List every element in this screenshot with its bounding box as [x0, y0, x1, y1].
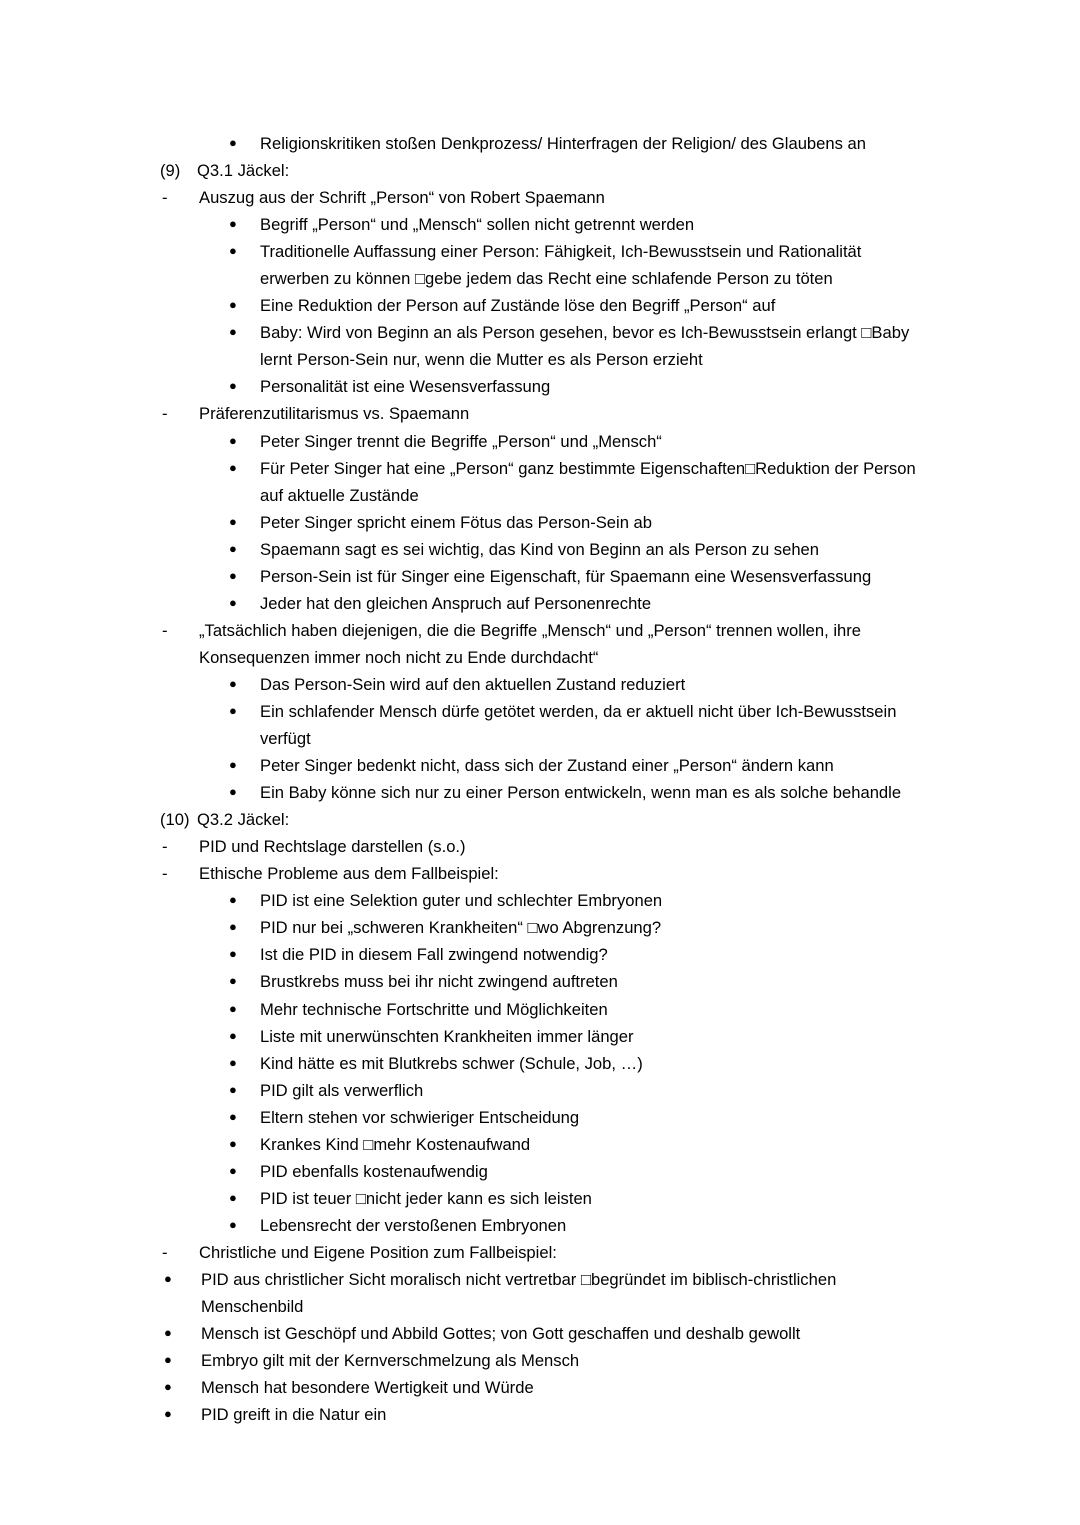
- outline-bullet-item: [229, 590, 925, 617]
- bullet-icon: ●: [229, 378, 237, 394]
- bullet-icon: ●: [229, 702, 237, 718]
- outline-bullet-item: [229, 373, 925, 400]
- bullet-icon: ●: [229, 432, 237, 448]
- bullet-icon: ●: [164, 1352, 172, 1368]
- outline-dash-item: [160, 184, 925, 211]
- outline-item-text: PID aus christlicher Sicht moralisch nicht vertretbar □begründet im biblisch-christlichen Menschenbild: [201, 1269, 837, 1317]
- outline-item-text: Mensch hat besondere Wertigkeit und Würde: [201, 1378, 534, 1398]
- outline-item-text: Brustkrebs muss bei ihr nicht zwingend auftreten: [260, 972, 618, 992]
- outline-bullet-item: [229, 1023, 925, 1050]
- document-body: [160, 130, 925, 1428]
- bullet-icon: ●: [229, 1000, 237, 1016]
- outline-item-text: Peter Singer bedenkt nicht, dass sich der Zustand einer „Person“ ändern kann: [260, 756, 834, 776]
- bullet-icon: ●: [229, 459, 237, 475]
- outline-bullet-item: [229, 968, 925, 995]
- outline-item-text: Spaemann sagt es sei wichtig, das Kind von Beginn an als Person zu sehen: [260, 539, 820, 559]
- outline-bullet-item: [229, 887, 925, 914]
- outline-item-text: „Tatsächlich haben diejenigen, die die Begriffe „Mensch“ und „Person“ trennen wollen, ihre Konsequenzen immer noch nicht zu Ende durchdacht“: [199, 620, 861, 667]
- outline-item-text: Auszug aus der Schrift „Person“ von Robert Spaemann: [199, 188, 605, 208]
- outline-item-text: Jeder hat den gleichen Anspruch auf Personenrechte: [260, 593, 652, 613]
- bullet-icon: ●: [229, 567, 237, 583]
- outline-item-text: Christliche und Eigene Position zum Fallbeispiel:: [199, 1242, 557, 1262]
- outline-bullet-item: [229, 238, 925, 292]
- outline-item-text: Peter Singer trennt die Begriffe „Person“ und „Mensch“: [260, 431, 662, 451]
- outline-bullet-item: [229, 914, 925, 941]
- bullet-icon: ●: [229, 1162, 237, 1178]
- outline-item-text: Lebensrecht der verstoßenen Embryonen: [260, 1215, 567, 1235]
- outline-bullet-item: [229, 428, 925, 455]
- outline-dash-item: [160, 860, 925, 887]
- list-number-marker: (9): [160, 161, 181, 181]
- outline-item-text: Person-Sein ist für Singer eine Eigenschaft, für Spaemann eine Wesensverfassung: [260, 566, 872, 586]
- outline-bullet-item: [160, 1347, 925, 1374]
- outline-item-text: Embryo gilt mit der Kernverschmelzung als Mensch: [201, 1351, 580, 1371]
- outline-bullet-item: [229, 1077, 925, 1104]
- outline-item-text: Präferenzutilitarismus vs. Spaemann: [199, 404, 470, 424]
- outline-bullet-item: [229, 1212, 925, 1239]
- bullet-icon: ●: [229, 324, 237, 340]
- outline-bullet-item: [229, 292, 925, 319]
- bullet-icon: ●: [229, 1108, 237, 1124]
- bullet-icon: ●: [229, 243, 237, 259]
- outline-dash-item: [160, 400, 925, 427]
- bullet-icon: ●: [229, 892, 237, 908]
- outline-item-text: Begriff „Person“ und „Mensch“ sollen nicht getrennt werden: [260, 215, 695, 235]
- outline-bullet-item: [229, 130, 925, 157]
- list-number-marker: (10): [160, 810, 190, 830]
- bullet-icon: ●: [229, 297, 237, 313]
- bullet-icon: ●: [164, 1325, 172, 1341]
- bullet-icon: ●: [229, 919, 237, 935]
- bullet-icon: ●: [164, 1406, 172, 1422]
- bullet-icon: ●: [229, 757, 237, 773]
- bullet-icon: ●: [229, 1027, 237, 1043]
- outline-bullet-item: [229, 319, 925, 373]
- outline-item-text: PID ist eine Selektion guter und schlechter Embryonen: [260, 891, 663, 911]
- outline-item-text: Krankes Kind □mehr Kostenaufwand: [260, 1134, 531, 1154]
- outline-bullet-item: [229, 1158, 925, 1185]
- bullet-icon: ●: [229, 540, 237, 556]
- outline-item-text: PID und Rechtslage darstellen (s.o.): [199, 837, 466, 857]
- outline-bullet-item: [160, 1374, 925, 1401]
- bullet-icon: ●: [229, 784, 237, 800]
- outline-bullet-item: [229, 563, 925, 590]
- bullet-icon: ●: [229, 946, 237, 962]
- bullet-icon: ●: [164, 1379, 172, 1395]
- outline-bullet-item: [160, 1266, 925, 1320]
- dash-marker: -: [162, 864, 168, 884]
- outline-item-text: Baby: Wird von Beginn an als Person gesehen, bevor es Ich-Bewusstsein erlangt □Baby lernt Person-Sein nur, wenn die Mutter es als Person erzieht: [260, 323, 910, 370]
- outline-item-text: Religionskritiken stoßen Denkprozess/ Hinterfragen der Religion/ des Glaubens an: [260, 134, 866, 153]
- dash-marker: -: [162, 837, 168, 857]
- outline-item-text: Mensch ist Geschöpf und Abbild Gottes; von Gott geschaffen und deshalb gewollt: [201, 1324, 801, 1344]
- outline-bullet-item: [229, 941, 925, 968]
- outline-dash-item: [160, 617, 925, 671]
- outline-dash-item: [160, 833, 925, 860]
- outline-item-text: PID ist teuer □nicht jeder kann es sich leisten: [260, 1188, 592, 1208]
- outline-bullet-item: [229, 455, 925, 509]
- outline-item-text: Ein schlafender Mensch dürfe getötet werden, da er aktuell nicht über Ich-Bewusstsein verfügt: [260, 701, 897, 749]
- outline-bullet-item: [229, 671, 925, 698]
- outline-bullet-item: [229, 1131, 925, 1158]
- outline-dash-item: [160, 1239, 925, 1266]
- outline-bullet-item: [229, 509, 925, 536]
- outline-item-text: Für Peter Singer hat eine „Person“ ganz bestimmte Eigenschaften□Reduktion der Person auf aktuelle Zustände: [260, 458, 916, 505]
- outline-item-text: Personalität ist eine Wesensverfassung: [260, 377, 551, 397]
- outline-item-text: Eine Reduktion der Person auf Zustände löse den Begriff „Person“ auf: [260, 296, 776, 316]
- outline-item-text: Q3.2 Jäckel:: [197, 810, 290, 830]
- outline-bullet-item: [160, 1401, 925, 1428]
- outline-item-text: Traditionelle Auffassung einer Person: Fähigkeit, Ich-Bewusstsein und Rationalität erwerben zu können □gebe jedem das Recht eine schlafende Person zu töten: [260, 242, 862, 289]
- outline-bullet-item: [229, 752, 925, 779]
- outline-bullet-item: [229, 211, 925, 238]
- outline-bullet-item: [229, 996, 925, 1023]
- dash-marker: -: [162, 404, 168, 424]
- outline-item-text: Peter Singer spricht einem Fötus das Person-Sein ab: [260, 512, 652, 532]
- outline-item-text: Ethische Probleme aus dem Fallbeispiel:: [199, 864, 499, 884]
- outline-bullet-item: [229, 1050, 925, 1077]
- outline-item-text: PID gilt als verwerflich: [260, 1080, 424, 1100]
- outline-bullet-item: [160, 1320, 925, 1347]
- outline-numbered-item: [160, 157, 925, 184]
- dash-marker: -: [162, 620, 168, 640]
- outline-item-text: Q3.1 Jäckel:: [197, 161, 290, 181]
- bullet-icon: ●: [229, 973, 237, 989]
- outline-bullet-item: [229, 698, 925, 752]
- dash-marker: -: [162, 1242, 168, 1262]
- outline-item-text: Das Person-Sein wird auf den aktuellen Zustand reduziert: [260, 674, 686, 694]
- bullet-icon: ●: [229, 135, 237, 150]
- outline-bullet-item: [229, 536, 925, 563]
- bullet-icon: ●: [229, 1216, 237, 1232]
- outline-numbered-item: [160, 806, 925, 833]
- bullet-icon: ●: [229, 675, 237, 691]
- bullet-icon: ●: [164, 1270, 172, 1286]
- bullet-icon: ●: [229, 594, 237, 610]
- outline-item-text: Kind hätte es mit Blutkrebs schwer (Schule, Job, …): [260, 1053, 643, 1073]
- bullet-icon: ●: [229, 513, 237, 529]
- outline-item-text: Ein Baby könne sich nur zu einer Person entwickeln, wenn man es als solche behandle: [260, 783, 902, 803]
- outline-item-text: PID ebenfalls kostenaufwendig: [260, 1161, 488, 1181]
- outline-item-text: Liste mit unerwünschten Krankheiten immer länger: [260, 1026, 634, 1046]
- outline-bullet-item: [229, 779, 925, 806]
- bullet-icon: ●: [229, 1054, 237, 1070]
- outline-item-text: Mehr technische Fortschritte und Möglichkeiten: [260, 999, 608, 1019]
- outline-item-text: Ist die PID in diesem Fall zwingend notwendig?: [260, 945, 608, 965]
- bullet-icon: ●: [229, 216, 237, 232]
- outline-item-text: PID greift in die Natur ein: [201, 1405, 387, 1425]
- outline-item-text: Eltern stehen vor schwieriger Entscheidung: [260, 1107, 580, 1127]
- bullet-icon: ●: [229, 1081, 237, 1097]
- outline-item-text: PID nur bei „schweren Krankheiten“ □wo Abgrenzung?: [260, 918, 662, 938]
- bullet-icon: ●: [229, 1189, 237, 1205]
- dash-marker: -: [162, 188, 168, 208]
- bullet-icon: ●: [229, 1135, 237, 1151]
- outline-bullet-item: [229, 1104, 925, 1131]
- outline-bullet-item: [229, 1185, 925, 1212]
